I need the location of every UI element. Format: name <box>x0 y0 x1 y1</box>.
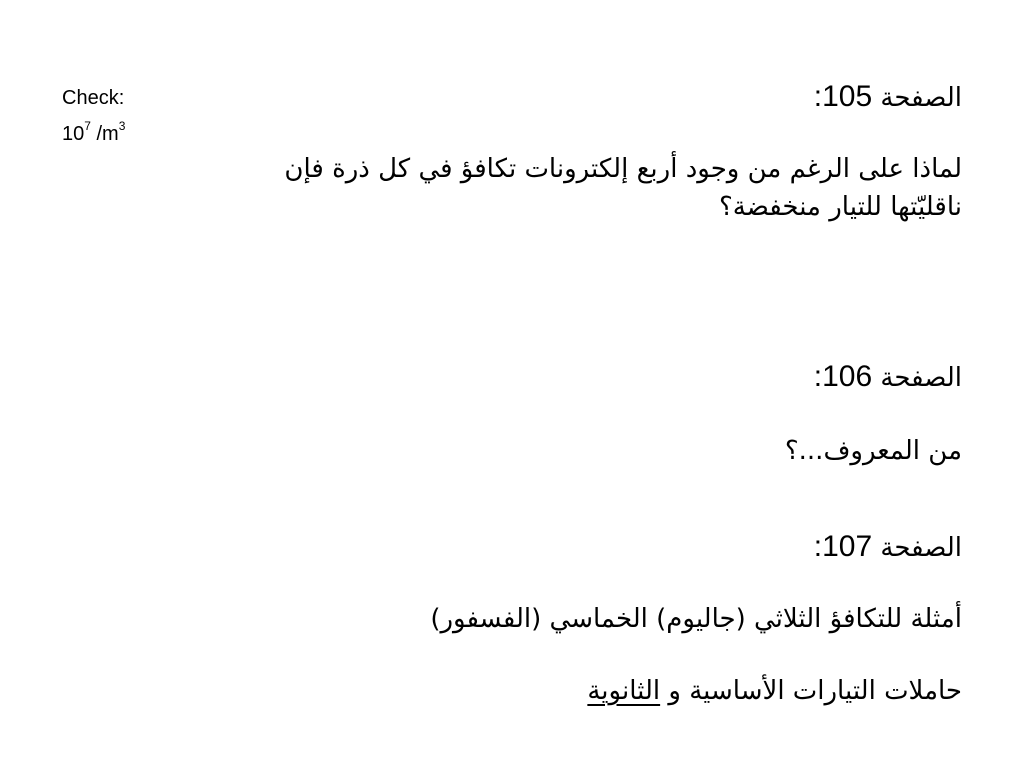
page-106-heading-word: الصفحة <box>880 363 962 393</box>
page-105-heading <box>814 78 962 117</box>
page-107-carriers-line <box>587 672 962 710</box>
page-105-heading-number: 105: <box>813 80 873 113</box>
density-unit: /m <box>90 123 119 145</box>
page-107-heading-word: الصفحة <box>880 533 962 563</box>
page-106-text: من المعروف...؟ <box>784 436 962 466</box>
carriers-text: حاملات التيارات الأساسية و <box>660 676 962 706</box>
page-107-examples-line: أمثلة للتكافؤ الثلاثي (جاليوم) الخماسي (الفسفور) <box>430 604 962 634</box>
secondary-underlined-text: الثانوية <box>587 676 661 706</box>
check-label: Check: <box>62 87 125 109</box>
page-107-heading <box>814 528 962 567</box>
check-note <box>62 86 125 146</box>
page-106-heading <box>814 358 962 397</box>
page-106-heading-number: 106: <box>813 360 873 393</box>
density-base: 10 <box>62 123 85 145</box>
density-value <box>62 119 126 146</box>
page-105-heading-word: الصفحة <box>880 83 962 113</box>
page-105-question: لماذا على الرغم من وجود أربع إلكترونات تكافؤ في كل ذرة فإن ناقليّتها للتيار منخفضة؟ <box>284 154 962 222</box>
page-107-heading-number: 107: <box>813 530 873 563</box>
density-exponent: 7 <box>84 119 91 134</box>
density-unit-exponent: 3 <box>118 119 126 134</box>
